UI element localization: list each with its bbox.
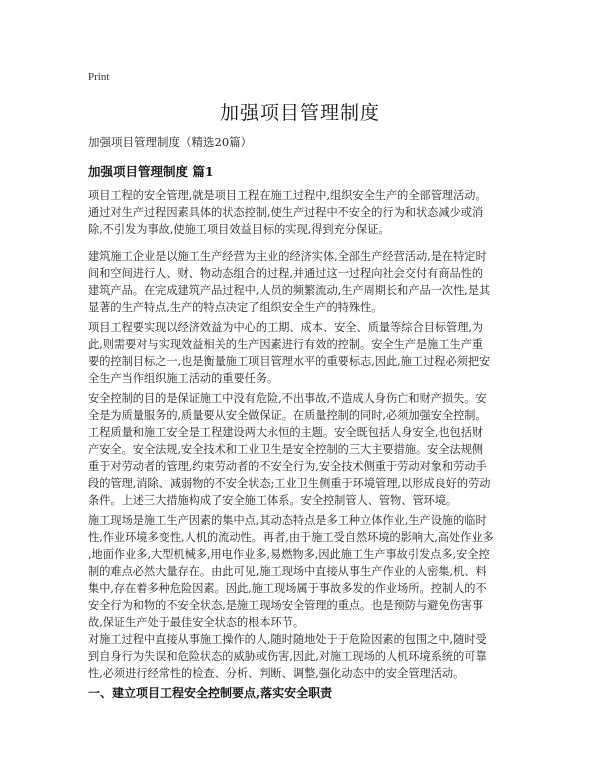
paragraph-6 <box>88 631 518 682</box>
paragraph-line: 施工现场是施工生产因素的集中点,其动态特点是多工种立体作业,生产设施的临时 <box>88 514 487 527</box>
paragraph-line: 安全行为和物的不安全状态,是施工现场安全管理的重点。也是预防与避免伤害事 <box>88 599 484 612</box>
paragraph-3 <box>88 319 518 387</box>
document-subtitle: 加强项目管理制度（精选20篇） <box>88 135 253 149</box>
paragraph-line: 建筑产品。在完成建筑产品过程中,人员的频繁流动,生产周期长和产品一次性,是其 <box>88 284 491 297</box>
paragraph-4 <box>88 390 518 509</box>
document-title: 加强项目管理制度 <box>219 102 380 124</box>
paragraph-2 <box>88 248 518 316</box>
paragraph-line: 段的管理,消除、减弱物的不安全状态;工业卫生侧重于环境管理,以形成良好的劳动 <box>88 477 491 490</box>
paragraph-line: 集中,存在着多种危险因素。因此,施工现场属于事故多发的作业场所。控制人的不 <box>88 582 487 595</box>
paragraph-line: 全生产当作组织施工活动的重要任务。 <box>88 372 279 385</box>
print-label[interactable]: Print <box>88 71 110 83</box>
paragraph-line: 产安全。安全法规,安全技术和工业卫生是安全控制的三大主要措施。安全法规侧 <box>88 443 484 456</box>
paragraph-line: 到自身行为失误和危险状态的威胁或伤害,因此,对施工现场的人机环境系统的可靠 <box>88 650 487 663</box>
section-heading: 加强项目管理制度 篇1 <box>88 164 214 179</box>
paragraph-line: 此,则需要对与实现效益相关的生产因素进行有效的控制。安全生产是施工生产重 <box>88 338 484 351</box>
paragraph-line: 除,不引发为事故,使施工项目效益目标的实现,得到充分保证。 <box>88 223 390 236</box>
paragraph-line: 重于对劳动者的管理,约束劳动者的不安全行为,安全技术侧重于劳动对象和劳动手 <box>88 460 487 473</box>
section-subheading: 一、建立项目工程安全控制要点,落实安全职责 <box>88 686 333 700</box>
paragraph-line: 性,必须进行经常性的检查、分析、判断、调整,强化动态中的安全管理活动。 <box>88 667 465 680</box>
paragraph-line: ,地面作业多,大型机械多,用电作业多,易燃物多,因此施工生产事故引发点多,安全控 <box>88 548 490 561</box>
paragraph-line: 显著的生产特点,生产的特点决定了组织安全生产的特殊性。 <box>88 301 383 314</box>
paragraph-1 <box>88 187 518 238</box>
paragraph-line: 要的控制目标之一,也是衡量施工项目管理水平的重要标志,因此,施工过程必须把安 <box>88 355 491 368</box>
paragraph-line: 建筑施工企业是以施工生产经营为主业的经济实体,全部生产经营活动,是在特定时 <box>88 250 487 263</box>
paragraph-line: 条件。上述三大措施构成了安全施工体系。安全控制管人、管物、管环境。 <box>88 494 458 507</box>
paragraph-line: 工程质量和施工安全是工程建设两大永恒的主题。安全既包括人身安全,也包括财 <box>88 426 484 439</box>
paragraph-line: 性,作业环境多变性,人机的流动性。再者,由于施工受自然环境的影响大,高处作业多 <box>88 531 494 544</box>
paragraph-line: 故,保证生产处于最佳安全状态的根本环节。 <box>88 616 305 629</box>
paragraph-line: 全是为质量服务的,质量要从安全做保证。在质量控制的同时,必须加强安全控制。 <box>88 409 487 422</box>
paragraph-line: 制的难点必然大量存在。由此可见,施工现场中直接从事生产作业的人密集,机、料 <box>88 565 487 578</box>
paragraph-line: 通过对生产过程因素具体的状态控制,使生产过程中不安全的行为和状态减少或消 <box>88 206 484 219</box>
paragraph-line: 间和空间进行人、财、物动态组合的过程,并通过这一过程向社会交付有商品性的 <box>88 267 484 280</box>
paragraph-5 <box>88 512 518 631</box>
paragraph-line: 项目工程的安全管理,就是项目工程在施工过程中,组织安全生产的全部管理活动。 <box>88 189 487 202</box>
paragraph-line: 安全控制的目的是保证施工中没有危险,不出事故,不造成人身伤亡和财产损失。安 <box>88 392 487 405</box>
paragraph-line: 项目工程要实现以经济效益为中心的工期、成本、安全、质量等综合目标管理,为 <box>88 321 484 334</box>
paragraph-line: 对施工过程中直接从事施工操作的人,随时随地处于于危险因素的包围之中,随时受 <box>88 633 487 646</box>
